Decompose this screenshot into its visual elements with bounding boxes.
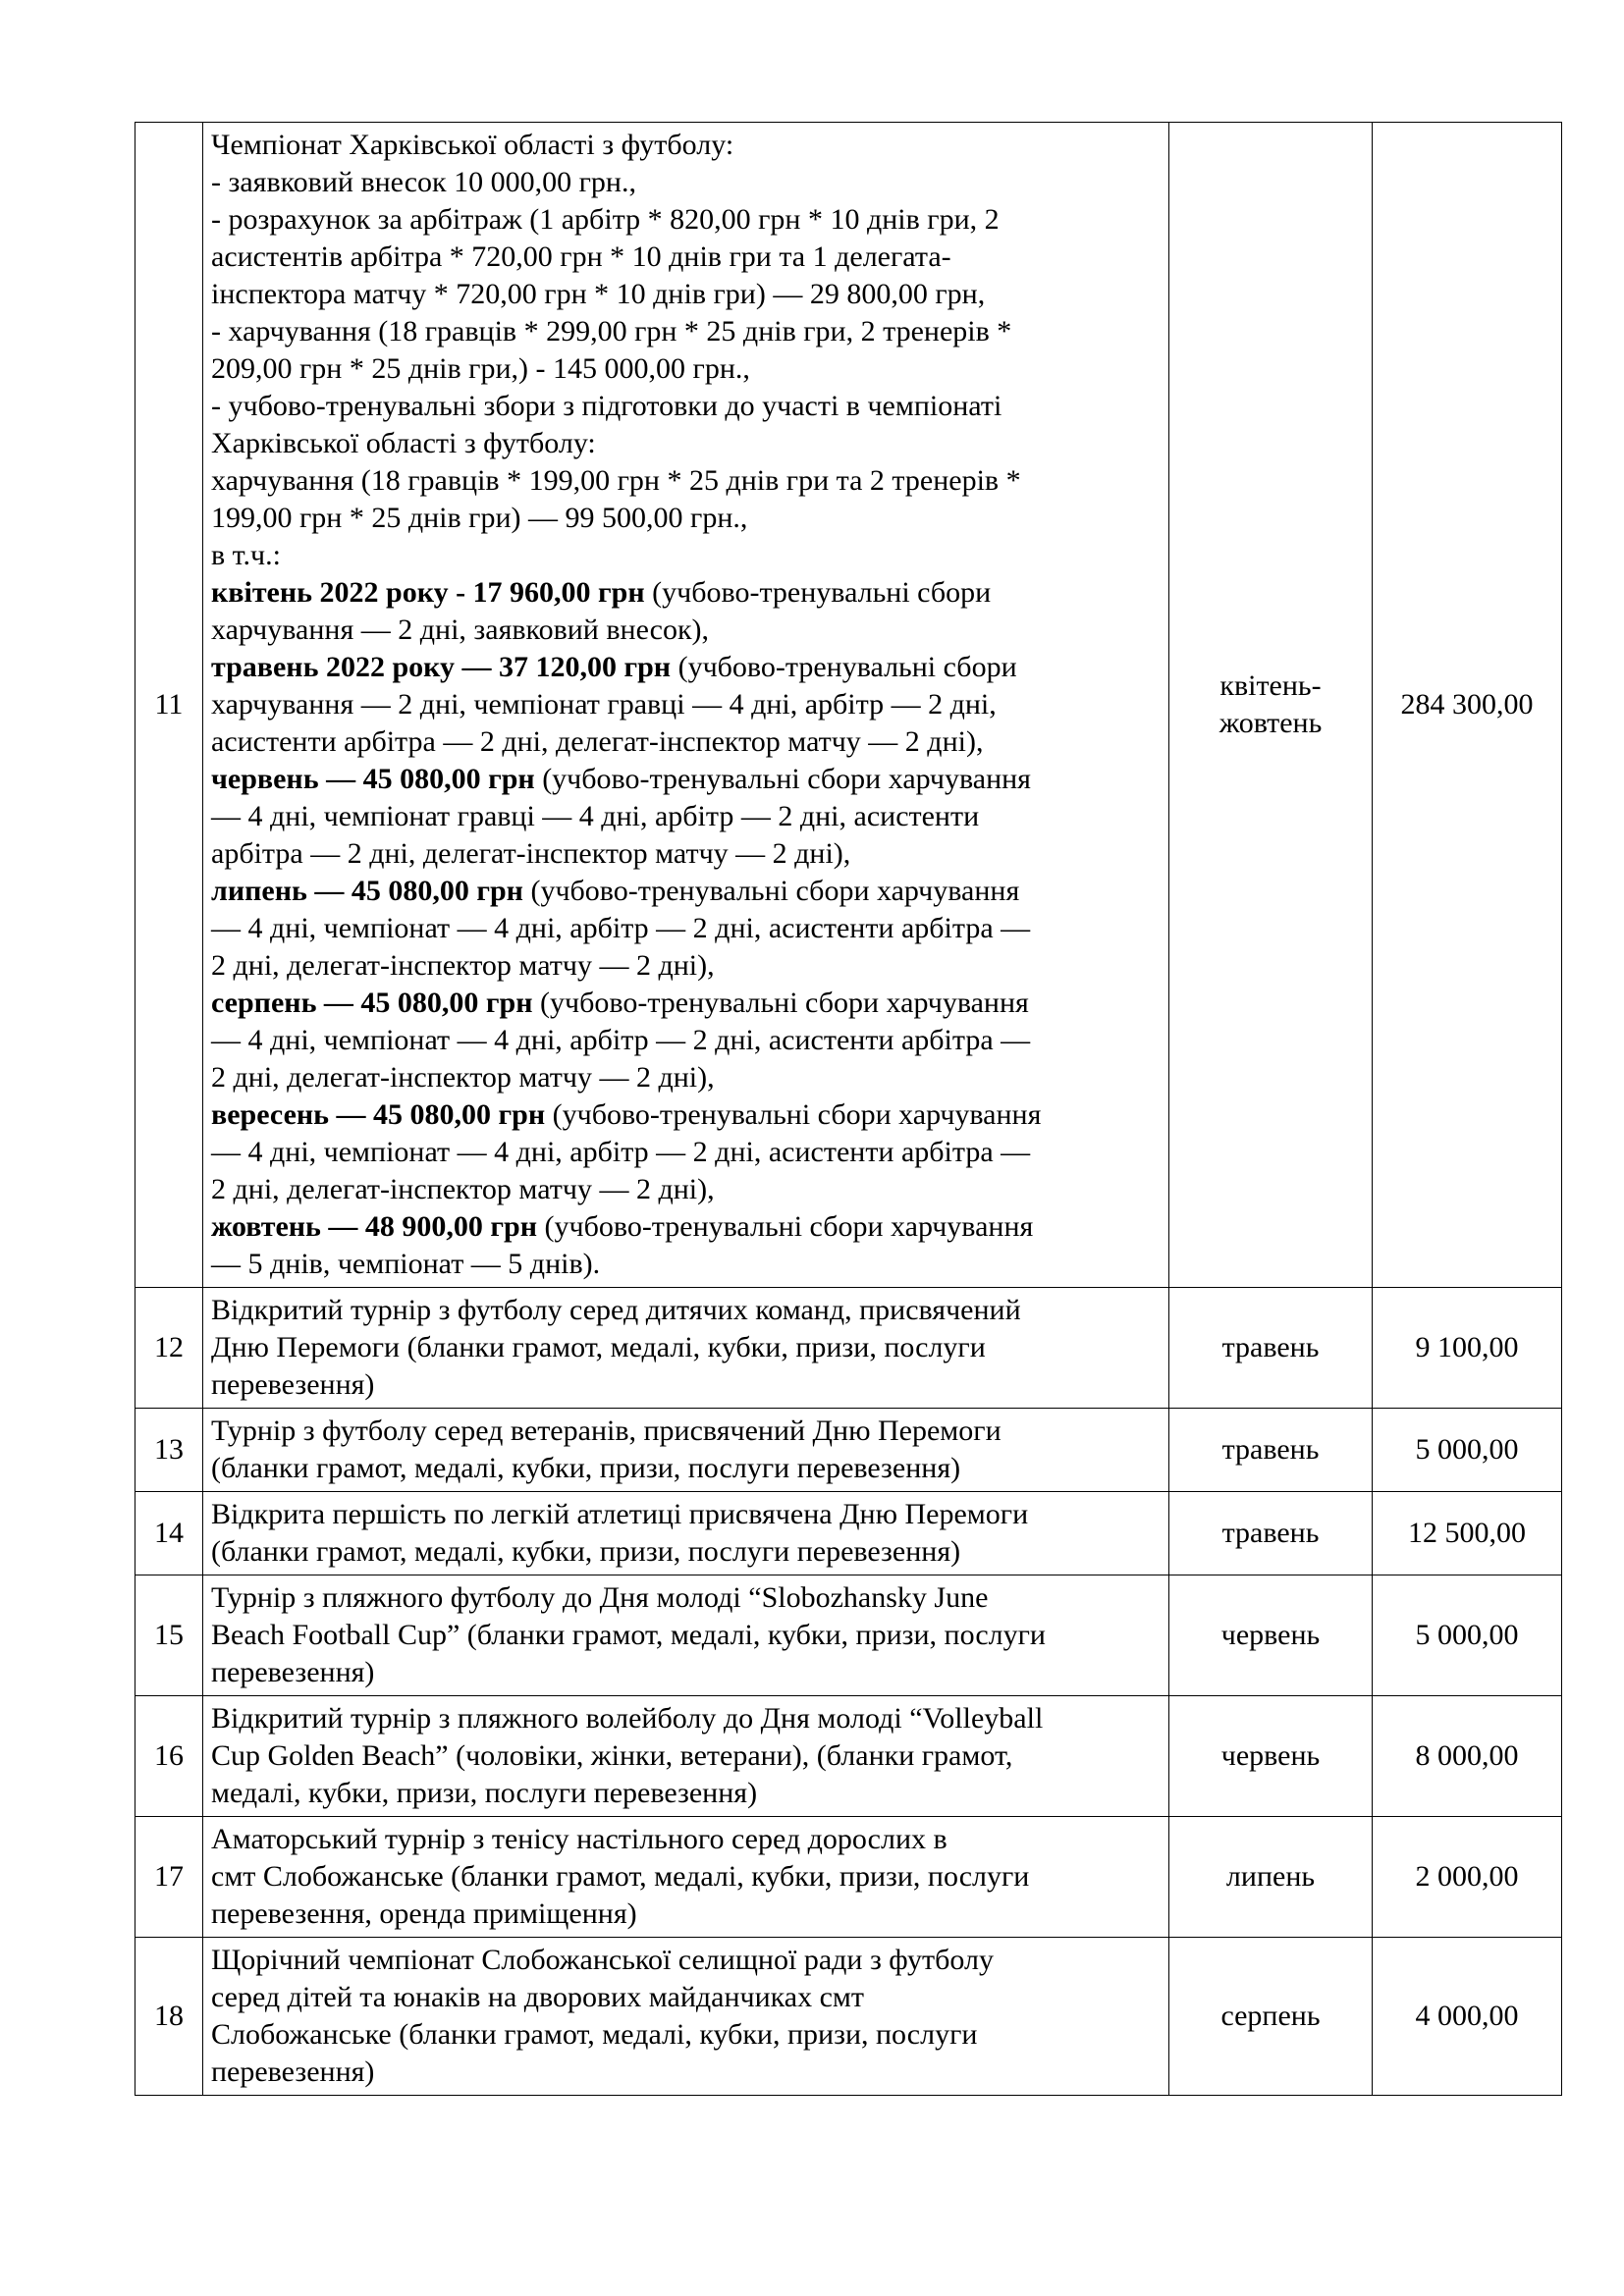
description-text: Турнір з пляжного футболу до Дня молоді “Slobozhansky June bbox=[211, 1581, 989, 1614]
event-amount: 8 000,00 bbox=[1373, 1696, 1562, 1817]
description-line bbox=[211, 873, 1161, 910]
row-number: 17 bbox=[135, 1817, 203, 1938]
description-text: 2 дні, делегат-інспектор матчу — 2 дні), bbox=[211, 1061, 715, 1094]
description-line bbox=[211, 127, 1161, 164]
description-line bbox=[211, 500, 1161, 537]
description-line bbox=[211, 1775, 1161, 1812]
description-text: (учбово-тренувальні сбори харчування bbox=[534, 763, 1031, 795]
month-amount-bold: жовтень — 48 900,00 грн bbox=[211, 1210, 538, 1243]
description-line bbox=[211, 1292, 1161, 1329]
description-line bbox=[211, 2054, 1161, 2091]
description-line bbox=[211, 686, 1161, 723]
description-text: - учбово-тренувальні збори з підготовки до участі в чемпіонаті bbox=[211, 390, 1002, 422]
row-number: 16 bbox=[135, 1696, 203, 1817]
description-line bbox=[211, 1208, 1161, 1246]
description-line bbox=[211, 313, 1161, 350]
description-line bbox=[211, 947, 1161, 985]
description-line bbox=[211, 612, 1161, 649]
row-number: 13 bbox=[135, 1409, 203, 1492]
description-text: перевезення) bbox=[211, 2056, 375, 2088]
event-description bbox=[203, 1492, 1169, 1575]
table-row bbox=[135, 1288, 1562, 1409]
event-description bbox=[203, 1288, 1169, 1409]
event-term: червень bbox=[1169, 1575, 1373, 1696]
description-text: Відкритий турнір з пляжного волейболу до Дня молоді “Volleyball bbox=[211, 1702, 1044, 1735]
description-text: — 4 дні, чемпіонат — 4 дні, арбітр — 2 дні, асистенти арбітра — bbox=[211, 912, 1031, 944]
table-row bbox=[135, 1696, 1562, 1817]
description-line bbox=[211, 1366, 1161, 1404]
event-description bbox=[203, 1817, 1169, 1938]
description-text: Відкритий турнір з футболу серед дитячих команд, присвячений bbox=[211, 1294, 1021, 1326]
event-amount: 5 000,00 bbox=[1373, 1409, 1562, 1492]
description-line bbox=[211, 1617, 1161, 1654]
description-text: (учбово-тренувальні сбори харчування bbox=[522, 875, 1020, 907]
description-text: смт Слобожанське (бланки грамот, медалі, кубки, призи, послуги bbox=[211, 1860, 1030, 1893]
description-text: перевезення) bbox=[211, 1368, 375, 1401]
description-line bbox=[211, 649, 1161, 686]
description-text: інспектора матчу * 720,00 грн * 10 днів гри) — 29 800,00 грн, bbox=[211, 278, 986, 310]
description-line bbox=[211, 1413, 1161, 1450]
description-line bbox=[211, 1858, 1161, 1896]
event-term: травень bbox=[1169, 1288, 1373, 1409]
row-number: 11 bbox=[135, 123, 203, 1288]
event-term: липень bbox=[1169, 1817, 1373, 1938]
description-line bbox=[211, 201, 1161, 239]
description-line bbox=[211, 1942, 1161, 1979]
event-description bbox=[203, 1696, 1169, 1817]
events-budget-table bbox=[135, 122, 1562, 2096]
description-line bbox=[211, 1700, 1161, 1737]
event-term: травень bbox=[1169, 1409, 1373, 1492]
row-number: 15 bbox=[135, 1575, 203, 1696]
table-row bbox=[135, 1409, 1562, 1492]
description-text: — 4 дні, чемпіонат — 4 дні, арбітр — 2 дні, асистенти арбітра — bbox=[211, 1024, 1031, 1056]
description-line bbox=[211, 761, 1161, 798]
description-line bbox=[211, 1896, 1161, 1933]
row-number: 18 bbox=[135, 1938, 203, 2096]
event-amount: 4 000,00 bbox=[1373, 1938, 1562, 2096]
description-line bbox=[211, 425, 1161, 462]
description-text: Cup Golden Beach” (чоловіки, жінки, ветерани), (бланки грамот, bbox=[211, 1739, 1013, 1772]
description-text: (бланки грамот, медалі, кубки, призи, послуги перевезення) bbox=[211, 1452, 961, 1484]
description-text: Відкрита першість по легкій атлетиці присвячена Дню Перемоги bbox=[211, 1498, 1029, 1530]
description-line bbox=[211, 798, 1161, 835]
row-number: 12 bbox=[135, 1288, 203, 1409]
event-amount: 12 500,00 bbox=[1373, 1492, 1562, 1575]
description-text: (бланки грамот, медалі, кубки, призи, послуги перевезення) bbox=[211, 1535, 961, 1568]
description-line bbox=[211, 1821, 1161, 1858]
description-line bbox=[211, 1533, 1161, 1571]
description-text: в т.ч.: bbox=[211, 539, 281, 571]
description-text: Аматорський турнір з тенісу настільного серед дорослих в bbox=[211, 1823, 947, 1855]
description-text: медалі, кубки, призи, послуги перевезення) bbox=[211, 1777, 758, 1809]
description-text: - харчування (18 гравців * 299,00 грн * 25 днів гри, 2 тренерів * bbox=[211, 315, 1012, 347]
event-term: квітень- жовтень bbox=[1169, 123, 1373, 1288]
event-term: серпень bbox=[1169, 1938, 1373, 2096]
description-line bbox=[211, 985, 1161, 1022]
table-row bbox=[135, 1817, 1562, 1938]
description-text: — 5 днів, чемпіонат — 5 днів). bbox=[211, 1248, 601, 1280]
month-amount-bold: вересень — 45 080,00 грн bbox=[211, 1098, 546, 1131]
description-text: асистенти арбітра — 2 дні, делегат-інспектор матчу — 2 дні), bbox=[211, 725, 984, 758]
month-amount-bold: серпень — 45 080,00 грн bbox=[211, 987, 533, 1019]
event-description bbox=[203, 1575, 1169, 1696]
description-line bbox=[211, 2016, 1161, 2054]
description-line bbox=[211, 1496, 1161, 1533]
description-text: — 4 дні, чемпіонат гравці — 4 дні, арбітр — 2 дні, асистенти bbox=[211, 800, 980, 832]
description-text: Турнір з футболу серед ветеранів, присвячений Дню Перемоги bbox=[211, 1415, 1001, 1447]
description-text: — 4 дні, чемпіонат — 4 дні, арбітр — 2 дні, асистенти арбітра — bbox=[211, 1136, 1031, 1168]
description-line bbox=[211, 1059, 1161, 1096]
month-amount-bold: квітень 2022 року - 17 960,00 грн bbox=[211, 576, 645, 609]
description-line bbox=[211, 537, 1161, 574]
description-line bbox=[211, 1450, 1161, 1487]
description-text: (учбово-тренувальні сбори харчування bbox=[532, 987, 1029, 1019]
description-text: перевезення) bbox=[211, 1656, 375, 1688]
description-line bbox=[211, 723, 1161, 761]
description-line bbox=[211, 1246, 1161, 1283]
description-line bbox=[211, 1096, 1161, 1134]
description-text: (учбово-тренувальні сбори bbox=[671, 651, 1017, 683]
table-body bbox=[135, 123, 1562, 2096]
description-text: (учбово-тренувальні сбори харчування bbox=[537, 1210, 1034, 1243]
description-text: 2 дні, делегат-інспектор матчу — 2 дні), bbox=[211, 1173, 715, 1205]
description-line bbox=[211, 1329, 1161, 1366]
description-text: асистентів арбітра * 720,00 грн * 10 днів гри та 1 делегата- bbox=[211, 240, 951, 273]
description-text: харчування — 2 дні, чемпіонат гравці — 4 дні, арбітр — 2 дні, bbox=[211, 688, 997, 721]
description-text: 199,00 грн * 25 днів гри) — 99 500,00 грн., bbox=[211, 502, 748, 534]
event-amount: 284 300,00 bbox=[1373, 123, 1562, 1288]
event-description bbox=[203, 123, 1169, 1288]
description-line bbox=[211, 350, 1161, 388]
description-text: (учбово-тренувальні сбори харчування bbox=[545, 1098, 1042, 1131]
description-line bbox=[211, 276, 1161, 313]
table-row bbox=[135, 1575, 1562, 1696]
description-line bbox=[211, 1737, 1161, 1775]
description-line bbox=[211, 910, 1161, 947]
event-term: травень bbox=[1169, 1492, 1373, 1575]
description-text: перевезення, оренда приміщення) bbox=[211, 1897, 637, 1930]
event-amount: 9 100,00 bbox=[1373, 1288, 1562, 1409]
description-text: Дню Перемоги (бланки грамот, медалі, кубки, призи, послуги bbox=[211, 1331, 986, 1363]
description-line bbox=[211, 1979, 1161, 2016]
row-number: 14 bbox=[135, 1492, 203, 1575]
month-amount-bold: червень — 45 080,00 грн bbox=[211, 763, 535, 795]
description-text: Beach Football Cup” (бланки грамот, медалі, кубки, призи, послуги bbox=[211, 1619, 1046, 1651]
description-text: - заявковий внесок 10 000,00 грн., bbox=[211, 166, 636, 198]
description-text: харчування (18 гравців * 199,00 грн * 25 днів гри та 2 тренерів * bbox=[211, 464, 1021, 497]
month-amount-bold: травень 2022 року — 37 120,00 грн bbox=[211, 651, 672, 683]
description-line bbox=[211, 1579, 1161, 1617]
event-description bbox=[203, 1938, 1169, 2096]
description-text: Харківської області з футболу: bbox=[211, 427, 596, 459]
description-line bbox=[211, 1654, 1161, 1691]
description-text: Слобожанське (бланки грамот, медалі, кубки, призи, послуги bbox=[211, 2018, 978, 2051]
description-line bbox=[211, 462, 1161, 500]
table-row bbox=[135, 1938, 1562, 2096]
description-text: Щорічний чемпіонат Слобожанської селищної ради з футболу bbox=[211, 1944, 994, 1976]
description-line bbox=[211, 1134, 1161, 1171]
description-text: 2 дні, делегат-інспектор матчу — 2 дні), bbox=[211, 949, 715, 982]
description-text: серед дітей та юнаків на дворових майданчиках смт bbox=[211, 1981, 864, 2013]
description-line bbox=[211, 1171, 1161, 1208]
description-text: Чемпіонат Харківської області з футболу: bbox=[211, 129, 734, 161]
description-text: харчування — 2 дні, заявковий внесок), bbox=[211, 614, 710, 646]
description-line bbox=[211, 388, 1161, 425]
description-text: арбітра — 2 дні, делегат-інспектор матчу — 2 дні), bbox=[211, 837, 851, 870]
description-line bbox=[211, 574, 1161, 612]
event-term: червень bbox=[1169, 1696, 1373, 1817]
description-text: 209,00 грн * 25 днів гри,) - 145 000,00 грн., bbox=[211, 352, 750, 385]
description-line bbox=[211, 1022, 1161, 1059]
description-line bbox=[211, 239, 1161, 276]
event-amount: 5 000,00 bbox=[1373, 1575, 1562, 1696]
description-text: - розрахунок за арбітраж (1 арбітр * 820,00 грн * 10 днів гри, 2 bbox=[211, 203, 1000, 236]
table-row bbox=[135, 123, 1562, 1288]
description-text: (учбово-тренувальні сбори bbox=[644, 576, 992, 609]
description-line bbox=[211, 835, 1161, 873]
event-description bbox=[203, 1409, 1169, 1492]
event-amount: 2 000,00 bbox=[1373, 1817, 1562, 1938]
table-row bbox=[135, 1492, 1562, 1575]
document-page bbox=[135, 122, 1537, 2096]
description-line bbox=[211, 164, 1161, 201]
month-amount-bold: липень — 45 080,00 грн bbox=[211, 875, 523, 907]
